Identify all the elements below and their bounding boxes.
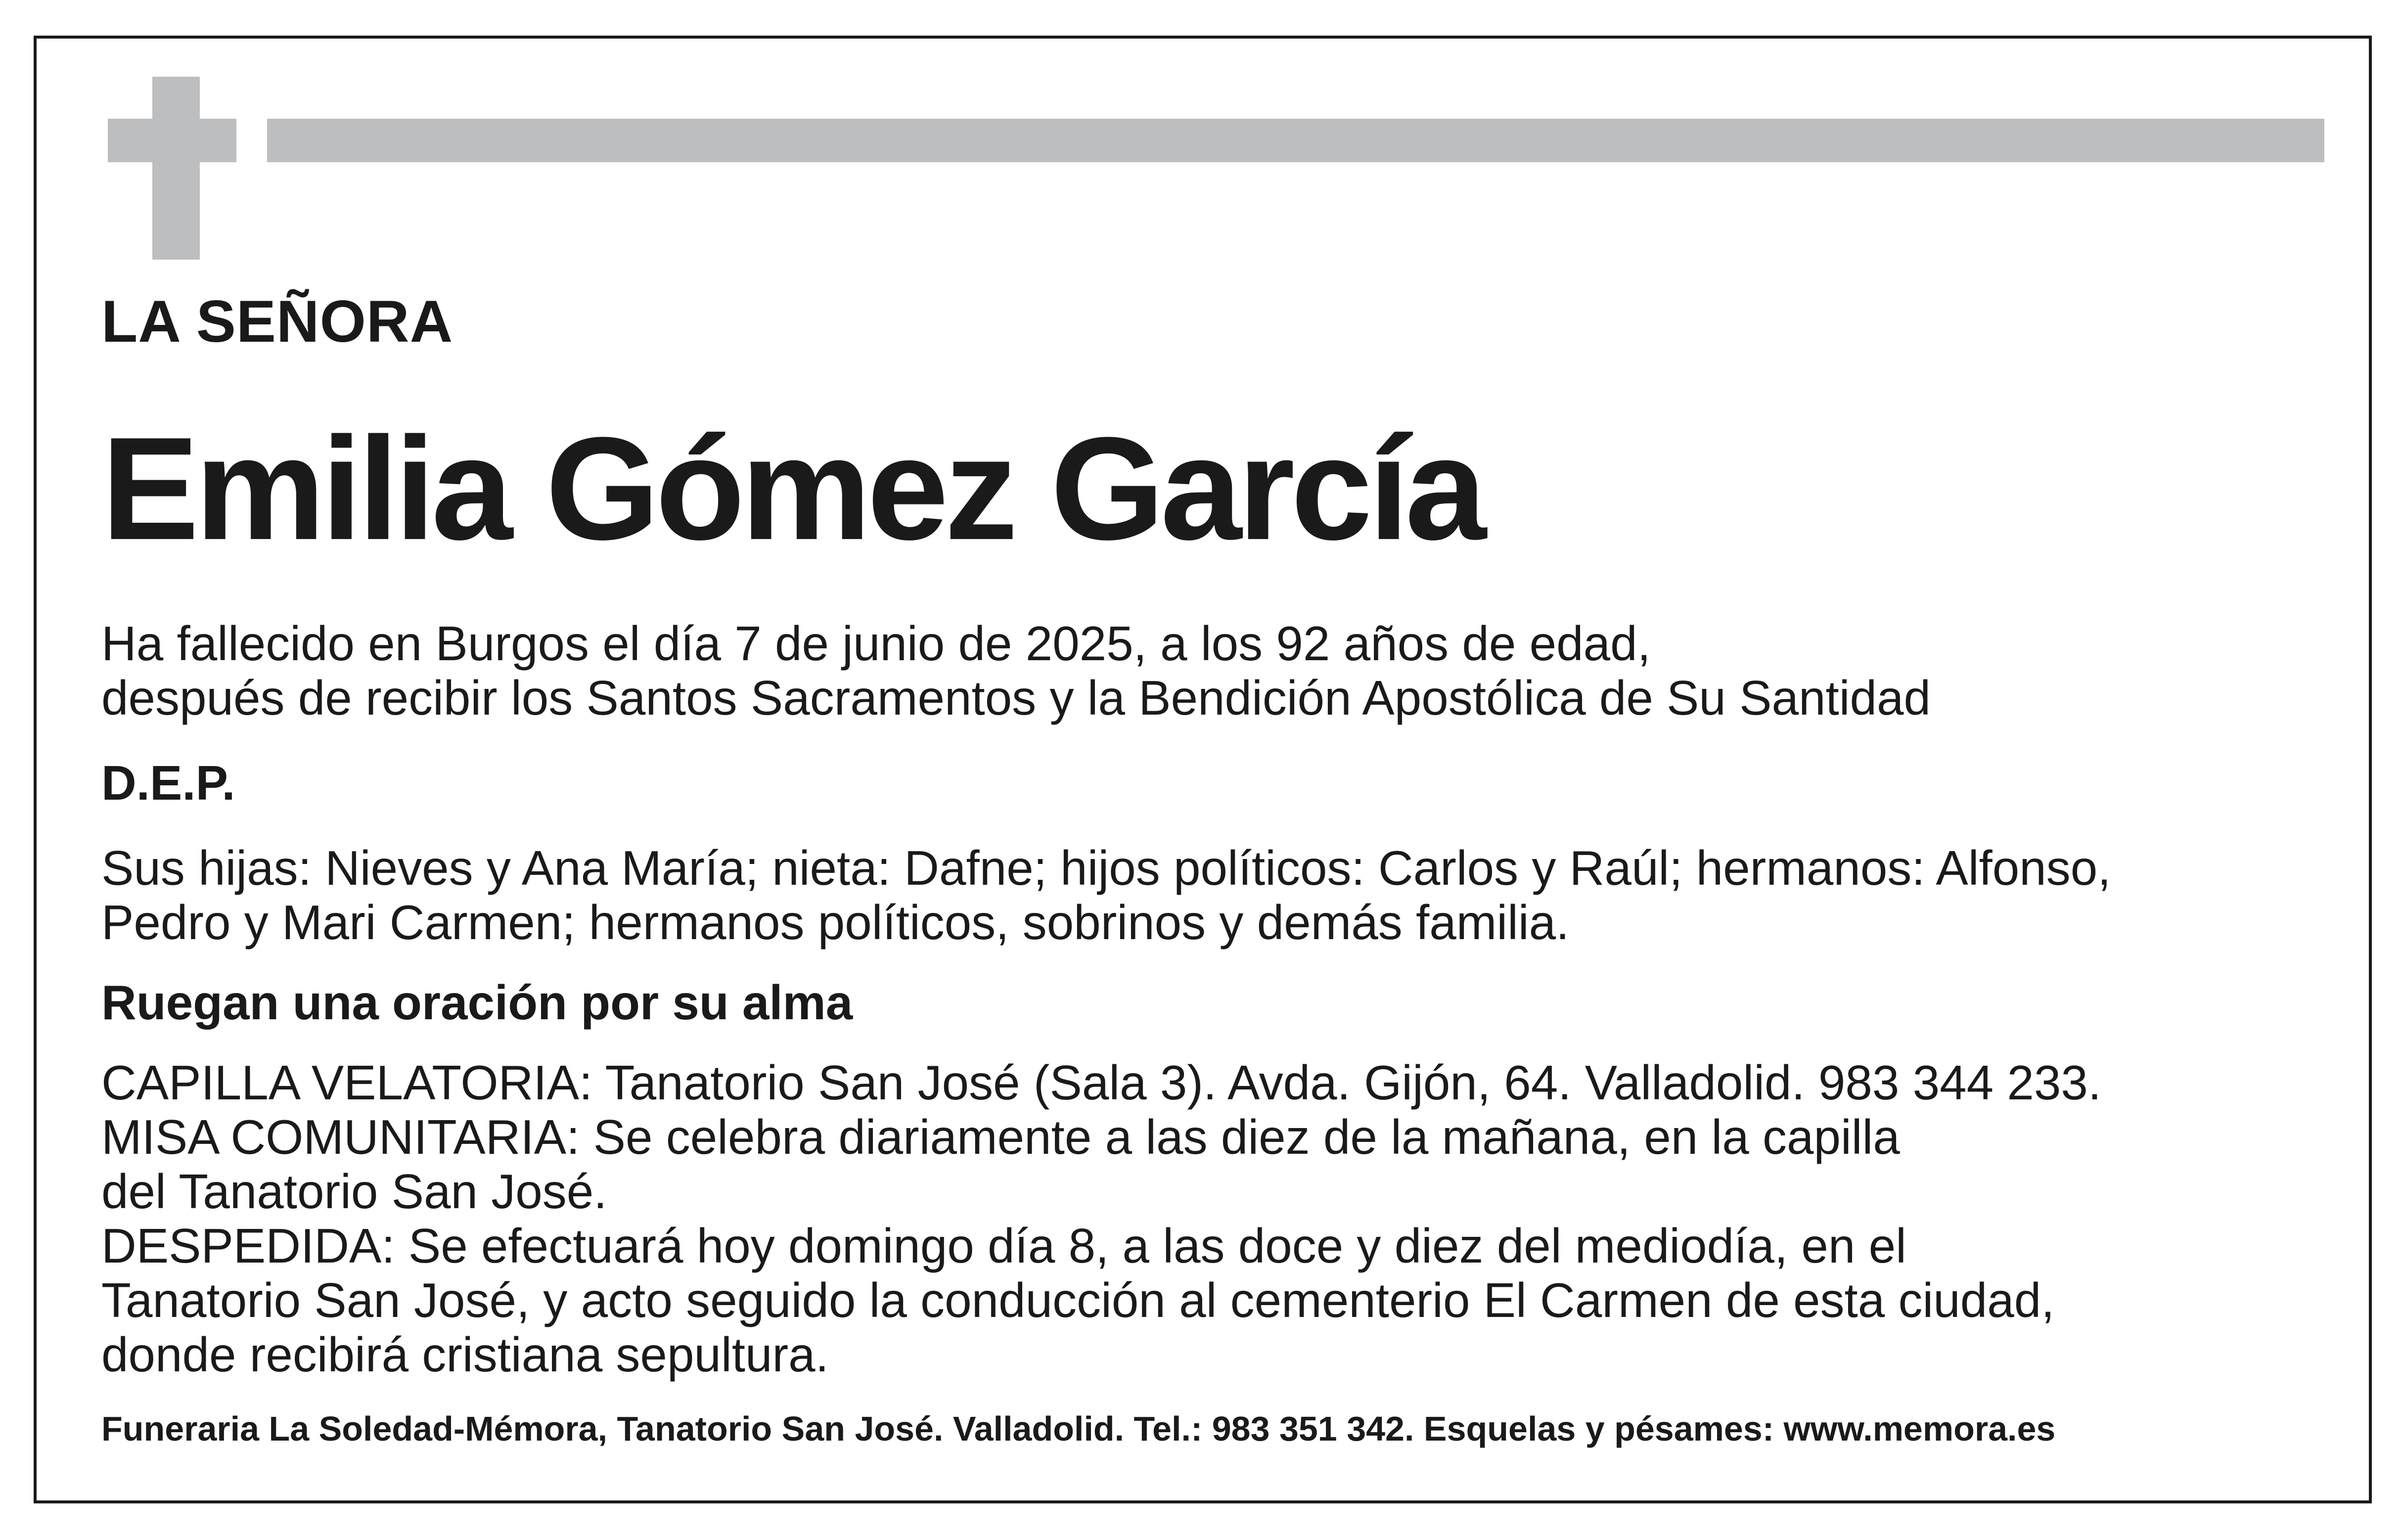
death-announcement: Ha fallecido en Burgos el día 7 de junio de 2025, a los 92 años de edad, después de recibir los Santos Sacramentos y la Bendición Apostólica de Su Santidad [101, 616, 1931, 725]
cross-icon [152, 77, 200, 260]
family-list: Sus hijas: Nieves y Ana María; nieta: Dafne; hijos políticos: Carlos y Raúl; hermanos: Alfonso, Pedro y Mari Carmen; hermanos políticos, sobrinos y demás familia. [101, 841, 2111, 950]
honorific: LA SEÑORA [101, 288, 453, 355]
service-details: CAPILLA VELATORIA: Tanatorio San José (Sala 3). Avda. Gijón, 64. Valladolid. 983 344 233. MISA COMUNITARIA: Se celebra diariamente a las diez de la mañana, en la capilla del Tanatorio San José. DESPEDIDA: Se efectuará hoy domingo día 8, a las doce y diez del mediodía, en el Tanatorio San José, y acto seguido la conducción al cementerio El Carmen de esta ciudad, donde recibirá cristiana sepultura. [101, 1055, 2102, 1382]
prayer-request: Ruegan una oración por su alma [101, 975, 853, 1030]
cross-icon-arm [108, 119, 236, 162]
header-bar [267, 119, 2324, 162]
deceased-name: Emilia Gómez García [101, 407, 1483, 570]
notice-content [101, 288, 2337, 1448]
rest-in-peace: D.E.P. [101, 756, 235, 810]
funeral-home-footer: Funeraria La Soledad-Mémora, Tanatorio San José. Valladolid. Tel.: 983 351 342. Esquelas y pésames: www.memora.es [101, 1409, 2056, 1448]
